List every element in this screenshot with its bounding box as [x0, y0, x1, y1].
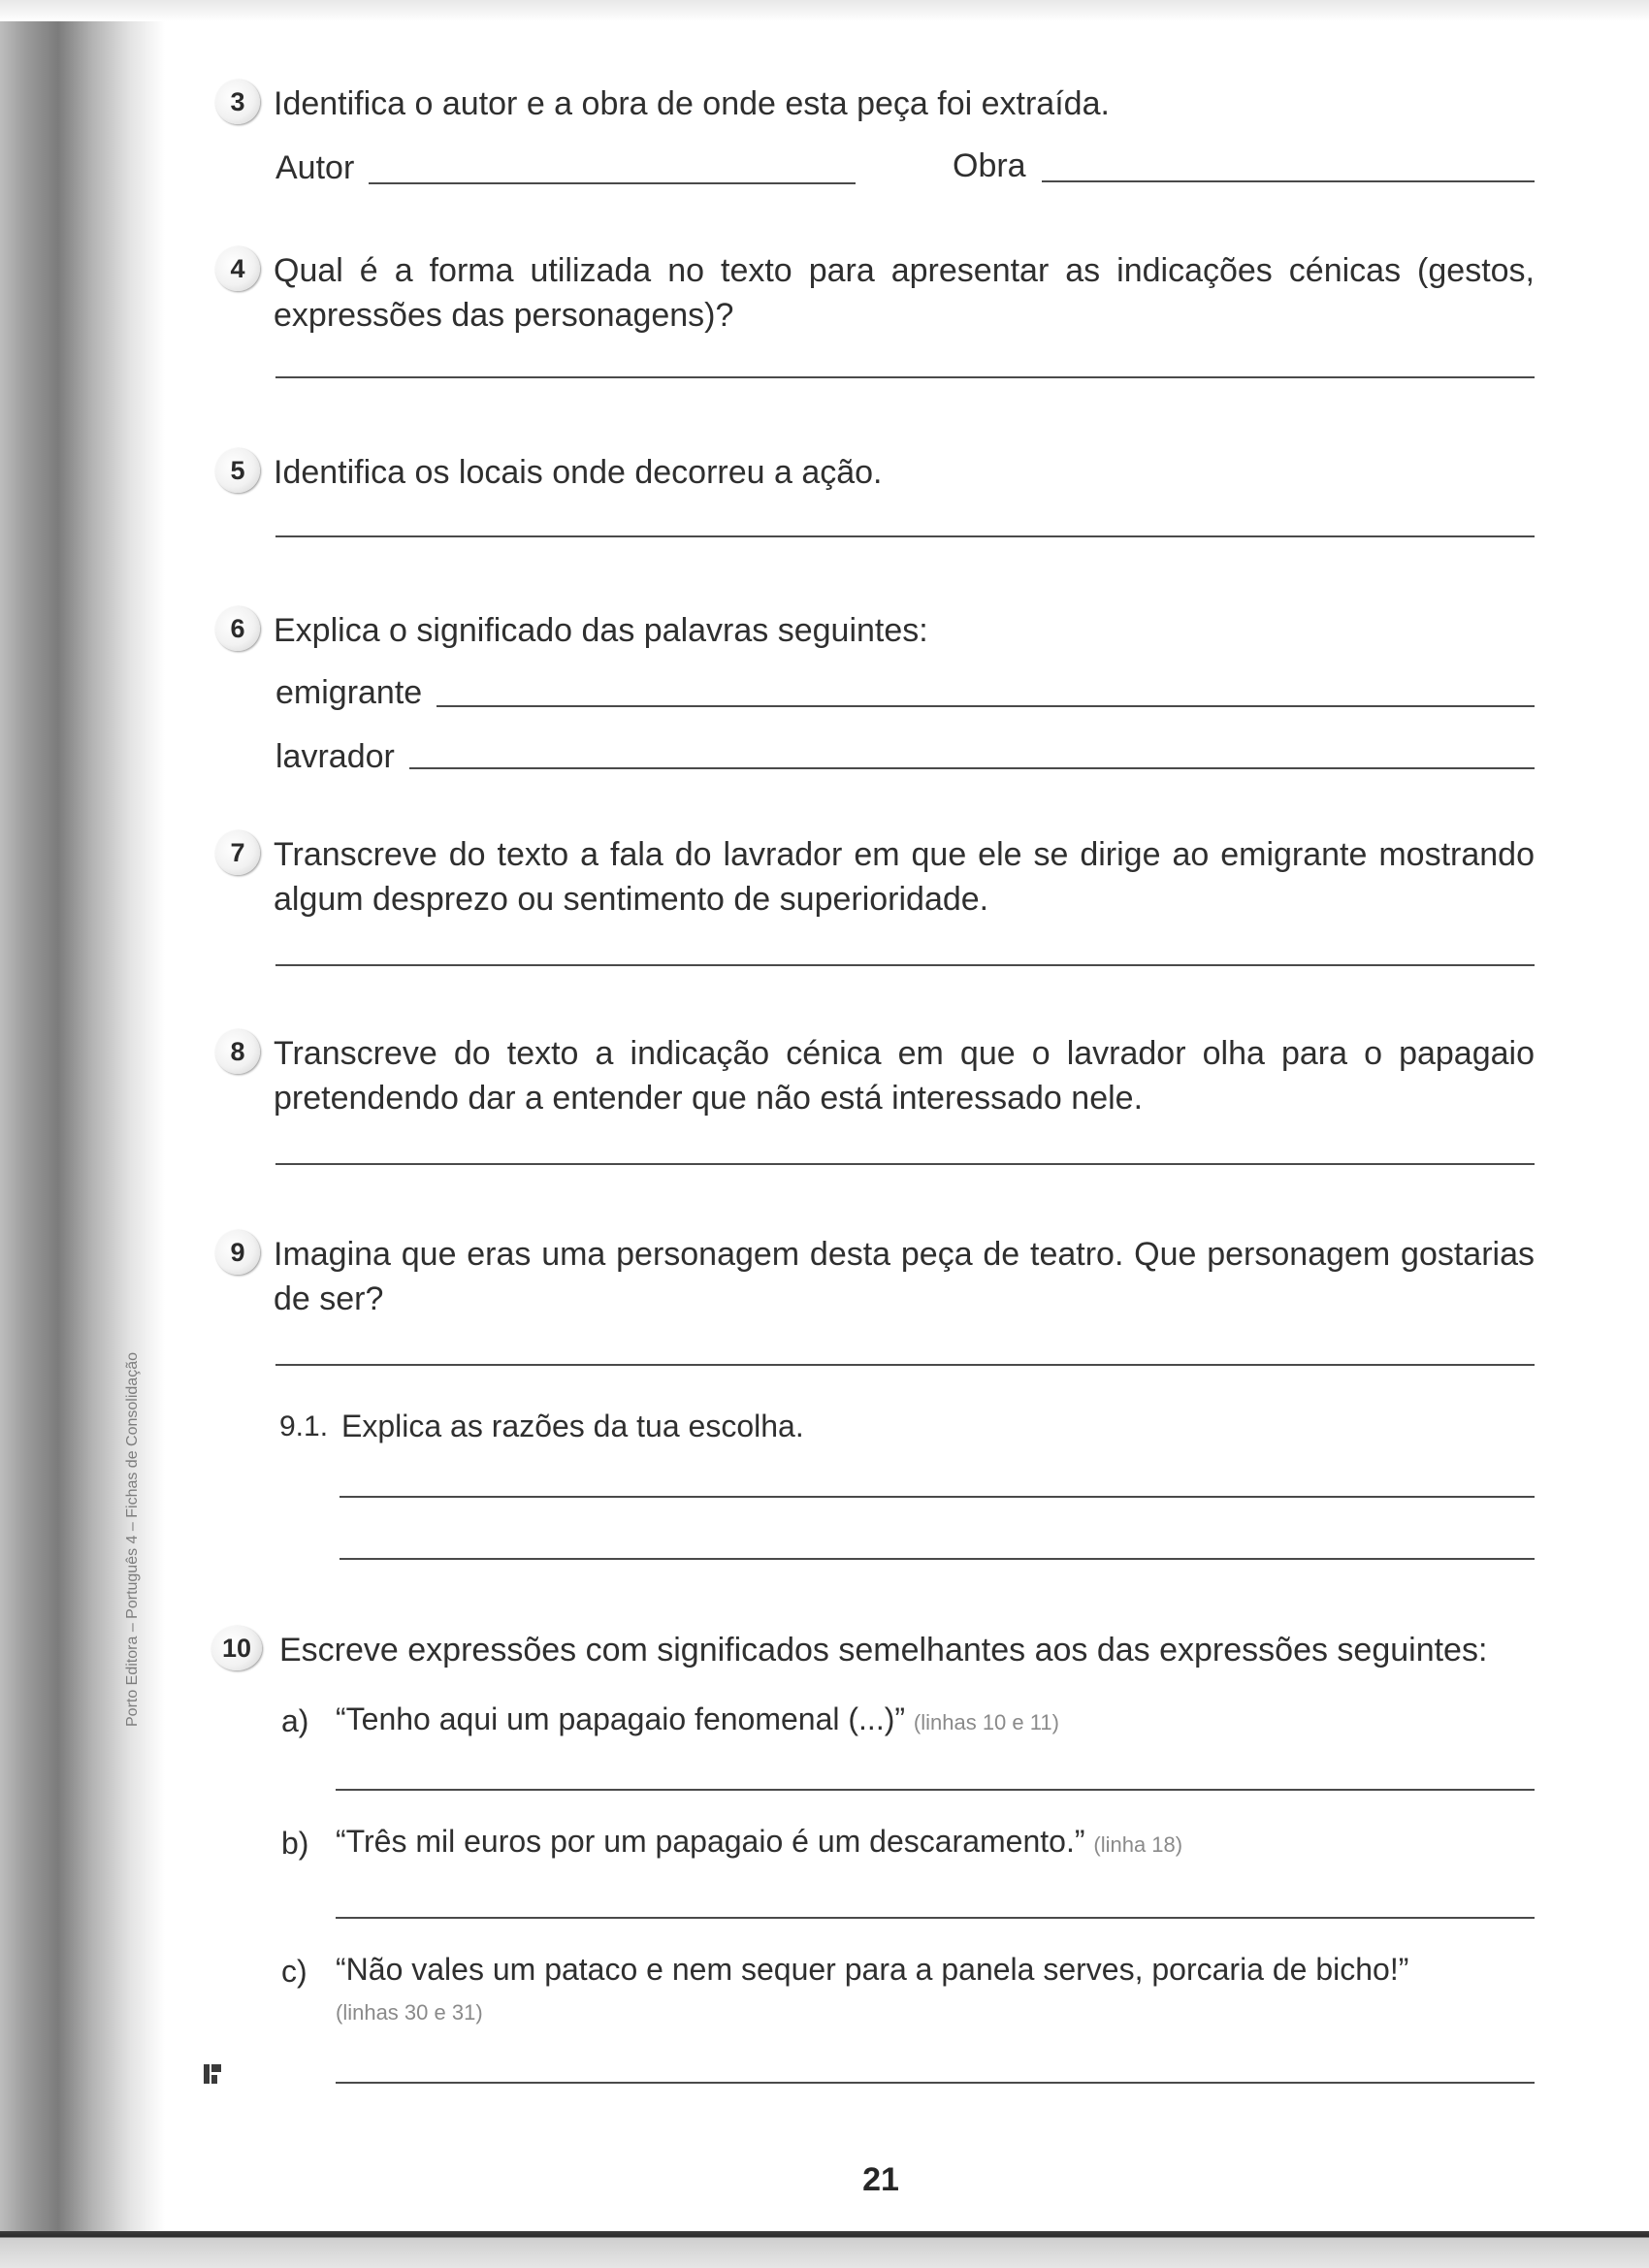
- spine-footer-text: Porto Editora – Português 4 – Fichas de Consolidação: [124, 1351, 141, 1727]
- autor-answer-line[interactable]: [369, 182, 856, 184]
- item-b-letter: b): [281, 1826, 309, 1861]
- obra-label: Obra: [953, 147, 1026, 184]
- question-number-4: 4: [215, 246, 260, 291]
- answer-line[interactable]: [336, 1789, 1535, 1791]
- question-5: [215, 448, 1535, 555]
- question-7-text: Transcreve do texto a fala do lavrador em que ele se dirige ao emigrante mostrando algum desprezo ou sentimento de superioridade.: [274, 836, 1535, 918]
- answer-line[interactable]: [340, 1496, 1535, 1498]
- item-c-letter: c): [281, 1954, 307, 1989]
- question-10-text: Escreve expressões com significados semelhantes aos das expressões seguintes:: [279, 1632, 1488, 1669]
- answer-line[interactable]: [275, 964, 1535, 966]
- page-bottom-edge: [0, 2231, 1649, 2268]
- item-b-ref: (linha 18): [1093, 1832, 1183, 1857]
- question-number-8: 8: [215, 1029, 260, 1074]
- subquestion-9-1-text: Explica as razões da tua escolha.: [341, 1409, 804, 1443]
- question-6-text: Explica o significado das palavras seguintes:: [274, 612, 928, 649]
- publisher-logo-icon: [204, 2064, 221, 2084]
- question-9: [215, 1230, 1535, 1570]
- item-a-quote: “Tenho aqui um papagaio fenomenal (...)” (linhas 10 e 11): [336, 1701, 1059, 1736]
- lavrador-answer-line[interactable]: [409, 767, 1535, 769]
- item-a-ref: (linhas 10 e 11): [913, 1710, 1059, 1734]
- question-8-text: Transcreve do texto a indicação cénica em que o lavrador olha para o papagaio pretendendo dar a entender que não está interessado nele.: [274, 1035, 1535, 1117]
- question-6: [215, 606, 1535, 775]
- book-binding-shadow: [0, 0, 165, 2268]
- question-3: [215, 80, 1535, 206]
- question-5-text: Identifica os locais onde decorreu a ação.: [274, 454, 883, 491]
- word-emigrante: emigrante: [275, 674, 423, 711]
- question-7: [215, 830, 1535, 976]
- answer-line[interactable]: [275, 1364, 1535, 1366]
- emigrante-answer-line[interactable]: [436, 705, 1535, 707]
- answer-line[interactable]: [275, 535, 1535, 537]
- question-8: [215, 1029, 1535, 1175]
- question-number-5: 5: [215, 448, 260, 493]
- item-c-ref: (linhas 30 e 31): [336, 2000, 483, 2025]
- word-lavrador: lavrador: [275, 738, 395, 775]
- question-4: [215, 246, 1535, 392]
- question-number-10: 10: [211, 1626, 262, 1670]
- question-number-3: 3: [215, 80, 260, 124]
- answer-line[interactable]: [336, 1917, 1535, 1919]
- page-top-edge: [0, 0, 1649, 21]
- answer-line[interactable]: [275, 1163, 1535, 1165]
- item-a-letter: a): [281, 1703, 309, 1738]
- answer-line[interactable]: [340, 1558, 1535, 1560]
- answer-line[interactable]: [275, 376, 1535, 378]
- question-10: [215, 1626, 1535, 2101]
- item-b-quote: “Três mil euros por um papagaio é um descaramento.” (linha 18): [336, 1824, 1183, 1859]
- question-number-9: 9: [215, 1230, 260, 1275]
- question-number-6: 6: [215, 606, 260, 651]
- item-c-quote: “Não vales um pataco e nem sequer para a panela serves, porcaria de bicho!”: [336, 1952, 1409, 1987]
- subquestion-number-9-1: 9.1.: [279, 1410, 329, 1442]
- answer-line[interactable]: [336, 2082, 1535, 2084]
- question-3-text: Identifica o autor e a obra de onde esta peça foi extraída.: [274, 85, 1110, 122]
- question-4-text: Qual é a forma utilizada no texto para apresentar as indicações cénicas (gestos, expressões das personagens)?: [274, 252, 1535, 334]
- obra-answer-line[interactable]: [1042, 180, 1535, 182]
- question-number-7: 7: [215, 830, 260, 875]
- question-9-text: Imagina que eras uma personagem desta peça de teatro. Que personagem gostarias de ser?: [274, 1236, 1535, 1317]
- page-number: 21: [862, 2161, 899, 2198]
- autor-label: Autor: [275, 149, 355, 186]
